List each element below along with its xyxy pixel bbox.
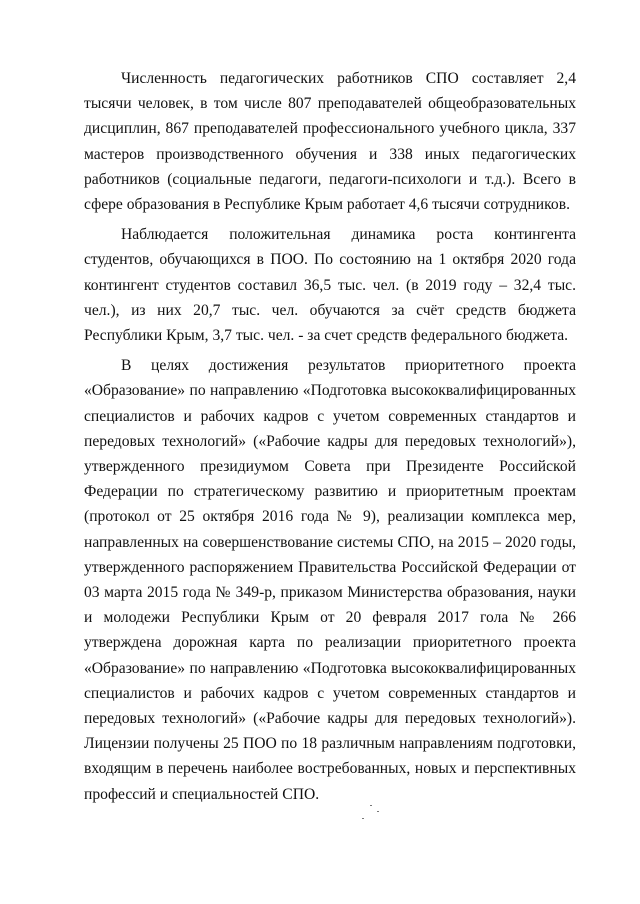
scan-speck [377, 811, 379, 812]
scan-speck [362, 818, 364, 819]
scan-speck [370, 805, 372, 806]
paragraph-staff: Численность педагогических работников СПО составляет 2,4 тысячи человек, в том числе 807 преподавателей общеобразовательных дисциплин, 867 преподавателей профессионального учебного цикла, 337 мастеров производственного обучения и 338 иных педагогических работников (социальные педагоги, педагоги-психологи и т.д.). Всего в сфере образования в Республике Крым работает 4,6 тысячи сотрудников. [84, 70, 576, 214]
document-page [84, 66, 576, 807]
paragraph-students: Наблюдается положительная динамика роста контингента студентов, обучающихся в ПОО. По состоянию на 1 октября 2020 года контингент студентов составил 36,5 тыс. чел. (в 2019 году – 32,4 тыс. чел.), из них 20,7 тыс. чел. обучаются за счёт средств бюджета Республики Крым, 3,7 тыс. чел. - за счет средств федерального бюджета. [84, 226, 576, 345]
paragraph-project: В целях достижения результатов приоритетного проекта «Образование» по направлению «Подготовка высококвалифицированных специалистов и рабочих кадров с учетом современных стандартов и передовых технологий» («Рабочие кадры для передовых технологий»), утвержденного президиумом Совета при Президенте Российской Федерации по стратегическому развитию и приоритетным проектам (протокол от 25 октября 2016 года № 9), реализации комплекса мер, направленных на совершенствование системы СПО, на 2015 – 2020 годы, утвержденного распоряжением Правительства Российской Федерации от 03 марта 2015 года № 349-р, приказом Министерства образования, науки и молодежи Республики Крым от 20 февраля 2017 гола № 266 утверждена дорожная карта по реализации приоритетного проекта «Образование» по направлению «Подготовка высококвалифицированных специалистов и рабочих кадров с учетом современных стандартов и передовых технологий» («Рабочие кадры для передовых технологий»). Лицензии получены 25 ПОО по 18 различным направлениям подготовки, входящим в перечень наиболее востребованных, новых и перспективных профессий и специальностей СПО. [84, 357, 576, 803]
